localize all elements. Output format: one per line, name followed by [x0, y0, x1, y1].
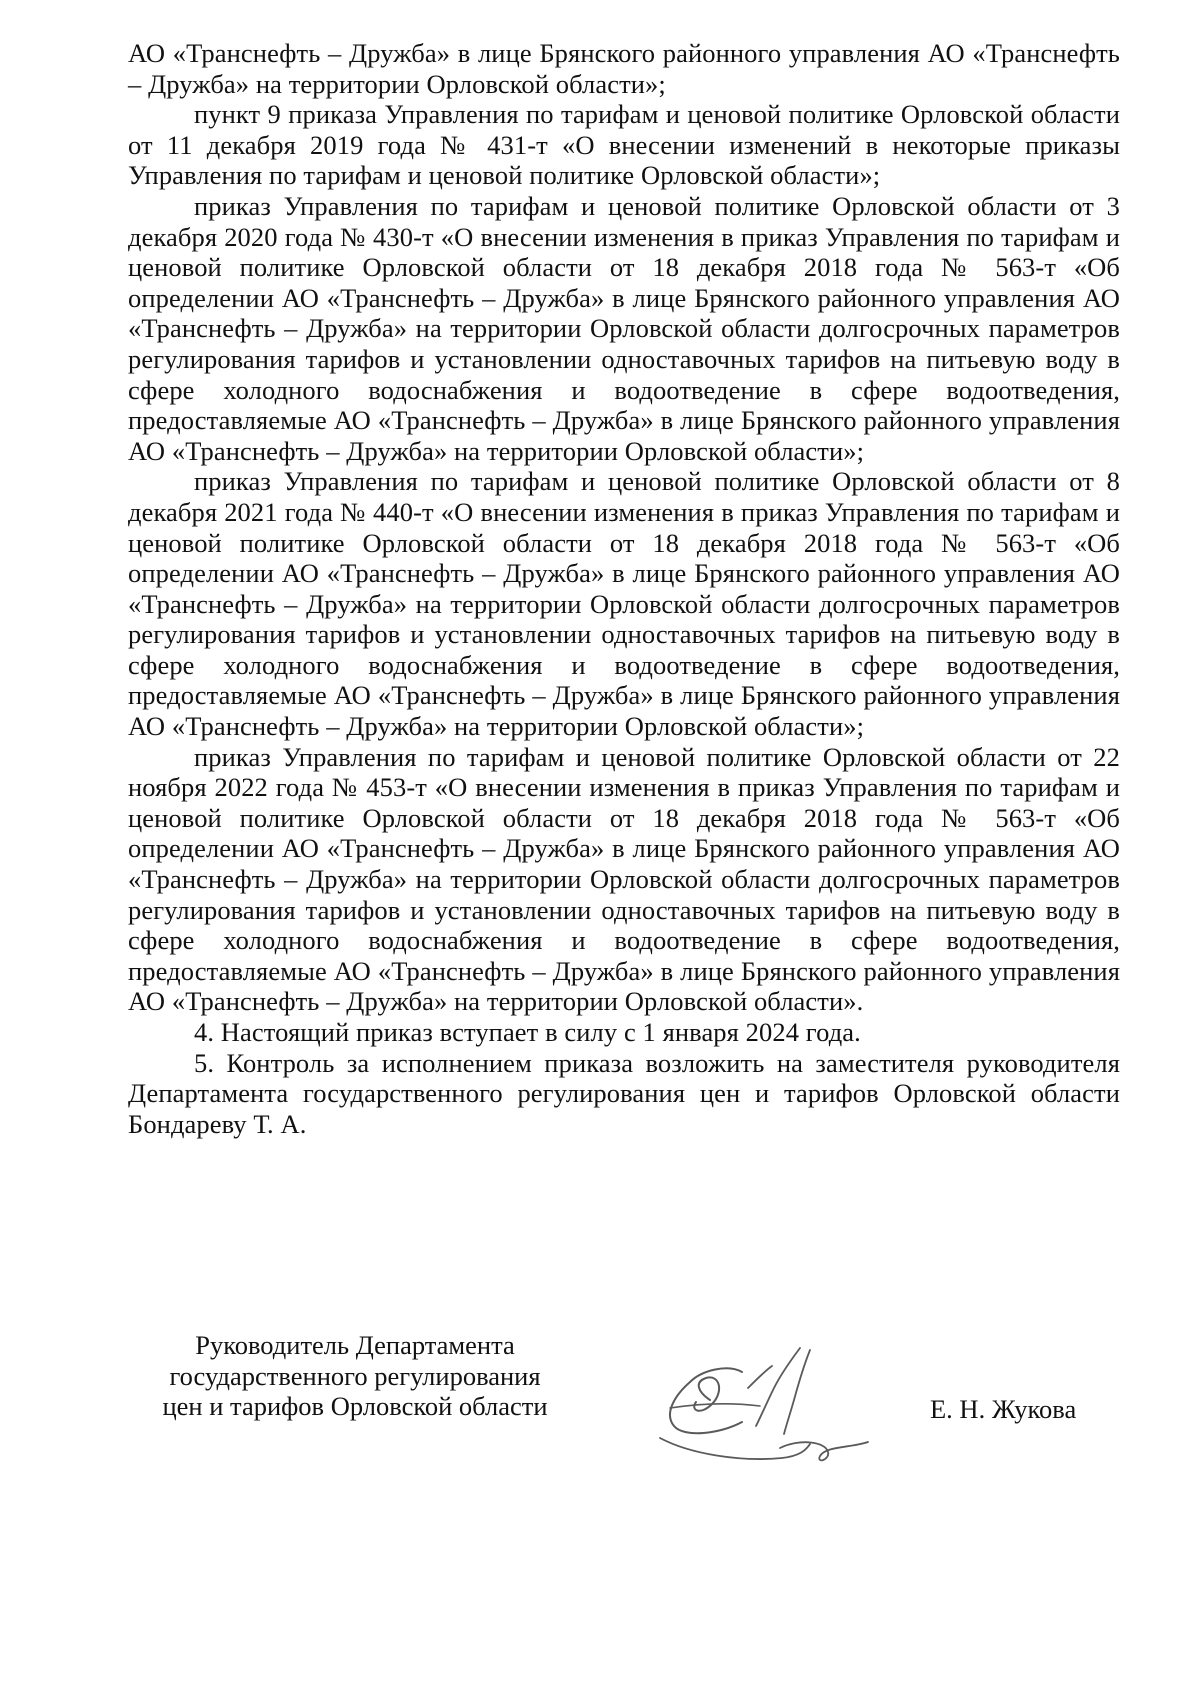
paragraph-effective-date: 4. Настоящий приказ вступает в силу с 1 января 2024 года. — [194, 1017, 861, 1047]
signature-stroke — [660, 1438, 810, 1459]
signer-position-line: Руководитель Департамента — [195, 1330, 515, 1360]
signature-stroke — [694, 1377, 719, 1410]
signature-stroke — [670, 1404, 760, 1408]
signer-name: Е. Н. Жукова — [930, 1394, 1077, 1424]
signature-svg — [650, 1330, 910, 1490]
signer-position-line: государственного регулирования — [169, 1360, 541, 1391]
signature-stroke — [756, 1348, 800, 1426]
signature-stroke — [784, 1350, 810, 1434]
signature-strokes — [660, 1348, 868, 1460]
signer-position-line: цен и тарифов Орловской области — [162, 1391, 548, 1422]
paragraph-control: 5. Контроль за исполнением приказа возложить на заместителя руководителя Департамента государственного регулирования цен и тарифов Орловской области Бондареву Т. А. — [128, 1047, 1120, 1139]
paragraph-order-430: приказ Управления по тарифам и ценовой политике Орловской области от 3 декабря 2020 года № 430-т «О внесении изменения в приказ Управления по тарифам и ценовой политике Орловской области от 18 декабря 2018 года № 563-т «Об определении АО «Транснефть – Дружба» в лице Брянского районного управления АО «Транснефть – Дружба» на территории Орловской области долгосрочных параметров регулирования тарифов и установлении одноставочных тарифов на питьевую воду в сфере холодного водоснабжения и водоотведение в сфере водоотведения, предоставляемые АО «Транснефть – Дружба» в лице Брянского районного управления АО «Транснефть – Дружба» на территории Орловской области»; — [128, 190, 1120, 466]
paragraph-item-9: пункт 9 приказа Управления по тарифам и ценовой политике Орловской области от 11 декабря 2019 года № 431-т «О внесении изменений в некоторые приказы Управления по тарифам и ценовой политике Орловской области»; — [128, 99, 1120, 191]
paragraph-order-453: приказ Управления по тарифам и ценовой политике Орловской области от 22 ноября 2022 года № 453-т «О внесении изменения в приказ Управления по тарифам и ценовой политике Орловской области от 18 декабря 2018 года № 563-т «Об определении АО «Транснефть – Дружба» в лице Брянского районного управления АО «Транснефть – Дружба» на территории Орловской области долгосрочных параметров регулирования тарифов и установлении одноставочных тарифов на питьевую воду в сфере холодного водоснабжения и водоотведение в сфере водоотведения, предоставляемые АО «Транснефть – Дружба» в лице Брянского районного управления АО «Транснефть – Дружба» на территории Орловской области». — [128, 741, 1120, 1017]
paragraph-continuation: АО «Транснефть – Дружба» в лице Брянского районного управления АО «Транснефть – Дружба» на территории Орловской области»; — [128, 38, 1120, 99]
paragraph-order-440: приказ Управления по тарифам и ценовой политике Орловской области от 8 декабря 2021 года № 440-т «О внесении изменения в приказ Управления по тарифам и ценовой политике Орловской области от 18 декабря 2018 года № 563-т «Об определении АО «Транснефть – Дружба» в лице Брянского районного управления АО «Транснефть – Дружба» на территории Орловской области долгосрочных параметров регулирования тарифов и установлении одноставочных тарифов на питьевую воду в сфере холодного водоснабжения и водоотведение в сфере водоотведения, предоставляемые АО «Транснефть – Дружба» в лице Брянского районного управления АО «Транснефть – Дружба» на территории Орловской области»; — [128, 466, 1120, 742]
signature-stroke — [780, 1442, 868, 1460]
document-body — [128, 38, 1120, 1139]
signer-position — [150, 1330, 560, 1422]
signature-stroke — [748, 1366, 772, 1388]
handwritten-signature-icon — [650, 1330, 910, 1490]
signature-block — [0, 1330, 1200, 1490]
